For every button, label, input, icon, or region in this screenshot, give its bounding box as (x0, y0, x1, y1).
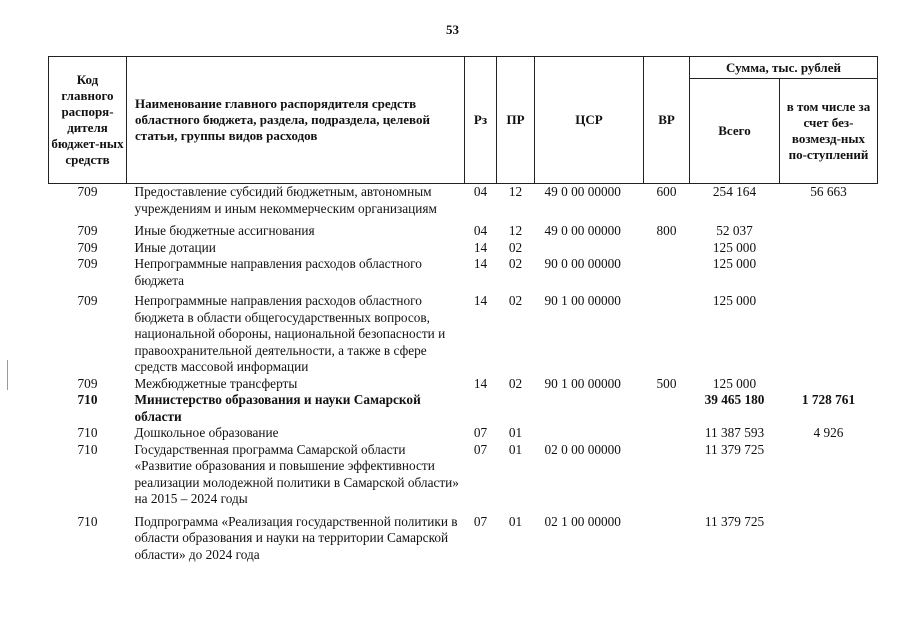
header-sum-group: Сумма, тыс. рублей (690, 57, 878, 79)
row-total: 125 000 (712, 375, 757, 391)
row-csr: 90 0 00 00000 (544, 256, 621, 271)
header-vr: ВР (644, 57, 690, 184)
row-pr: 02 (508, 375, 523, 391)
row-vr: 800 (656, 223, 677, 238)
row-vr: 500 (656, 375, 677, 391)
row-name: Дошкольное образование (134, 425, 279, 440)
row-free (780, 376, 878, 393)
table-row (49, 256, 878, 289)
row-vr (644, 289, 690, 376)
row-total: 39 465 180 (704, 392, 765, 407)
row-total: 254 164 (712, 184, 757, 199)
row-free (780, 217, 878, 240)
row-name: Государственная программа Самарской области «Развитие образования и повышение эффективности реализации молодежной политики в Самарской области» на 2015 – 2024 годы (134, 441, 459, 506)
table-row (49, 184, 878, 218)
row-vr (644, 256, 690, 289)
row-pr: 01 (508, 441, 523, 457)
row-code: 710 (77, 392, 98, 407)
table-row (49, 289, 878, 376)
row-name: Непрограммные направления расходов областного бюджета (134, 256, 422, 288)
row-pr: 01 (508, 425, 523, 440)
row-code: 709 (77, 256, 98, 271)
row-total: 11 387 593 (704, 425, 765, 440)
row-pr: 02 (508, 293, 523, 308)
row-code: 709 (77, 239, 98, 255)
row-code: 710 (77, 513, 98, 529)
row-rz: 04 (473, 184, 488, 199)
table-row (49, 508, 878, 564)
row-free (780, 289, 878, 376)
row-rz (465, 392, 497, 425)
row-csr: 49 0 00 00000 (544, 184, 621, 199)
row-csr: 90 1 00 00000 (544, 375, 621, 391)
row-csr: 02 0 00 00000 (544, 441, 621, 457)
row-pr: 01 (508, 513, 523, 529)
table-row (49, 240, 878, 257)
row-vr (644, 392, 690, 425)
table-row (49, 217, 878, 240)
row-rz: 07 (473, 425, 488, 440)
row-code: 709 (77, 223, 98, 238)
row-pr: 02 (508, 239, 523, 255)
margin-mark (7, 360, 8, 390)
row-rz: 04 (473, 223, 488, 238)
row-total: 125 000 (712, 293, 757, 308)
row-name: Подпрограмма «Реализация государственной политики в области образования и науки на территории Самарской области» до 2024 года (134, 513, 458, 562)
table-header (49, 57, 878, 184)
row-total: 125 000 (712, 256, 757, 271)
header-name: Наименование главного распорядителя средств областного бюджета, раздела, подраздела, целевой статьи, группы видов расходов (127, 57, 465, 184)
header-rz: Рз (465, 57, 497, 184)
row-pr: 02 (508, 256, 523, 271)
row-code: 709 (77, 293, 98, 308)
row-vr (644, 425, 690, 442)
row-free (780, 240, 878, 257)
row-total: 11 379 725 (704, 513, 765, 529)
row-free: 1 728 761 (801, 392, 856, 407)
header-pr: ПР (497, 57, 535, 184)
budget-table (48, 56, 878, 563)
row-total: 52 037 (716, 223, 753, 238)
row-name: Министерство образования и науки Самарской области (134, 392, 421, 424)
row-rz: 14 (473, 239, 488, 255)
row-rz: 07 (473, 513, 488, 529)
table-row (49, 392, 878, 425)
row-rz: 14 (473, 375, 488, 391)
row-code: 709 (77, 375, 98, 391)
row-free: 56 663 (810, 184, 847, 199)
row-free (780, 256, 878, 289)
row-csr (535, 240, 644, 257)
header-free: в том числе за счет без-возмезд-ных по-ступлений (780, 79, 878, 184)
table-body (49, 184, 878, 564)
row-vr (644, 508, 690, 564)
row-rz: 07 (473, 441, 488, 457)
row-pr (497, 392, 535, 425)
row-name: Межбюджетные трансферты (134, 375, 298, 391)
row-name: Предоставление субсидий бюджетным, автономным учреждениям и иным некоммерческим организациям (134, 184, 437, 216)
row-csr: 49 0 00 00000 (544, 223, 621, 238)
row-total: 11 379 725 (704, 441, 765, 457)
row-free (780, 442, 878, 508)
row-pr: 12 (508, 184, 523, 199)
table-row (49, 442, 878, 508)
row-rz: 14 (473, 256, 488, 271)
row-total: 125 000 (712, 239, 757, 255)
row-code: 709 (77, 184, 98, 199)
page-number: 53 (446, 22, 459, 37)
row-free (780, 508, 878, 564)
row-csr (535, 392, 644, 425)
row-vr (644, 442, 690, 508)
row-name: Иные дотации (134, 239, 216, 255)
header-code: Код главного распоря-дителя бюджет-ных средств (49, 57, 127, 184)
row-csr: 02 1 00 00000 (544, 513, 621, 529)
row-vr (644, 240, 690, 257)
row-name: Иные бюджетные ассигнования (134, 223, 315, 238)
row-code: 710 (77, 441, 98, 457)
row-csr: 90 1 00 00000 (544, 293, 621, 308)
row-free: 4 926 (813, 425, 844, 440)
header-csr: ЦСР (535, 57, 644, 184)
row-code: 710 (77, 425, 98, 440)
row-rz: 14 (473, 293, 488, 308)
table-row (49, 376, 878, 393)
row-name: Непрограммные направления расходов областного бюджета в области общегосударственных вопросов, национальной обороны, национальной безопасности и правоохранительной деятельности, а также в сфере средств массовой информации (134, 293, 446, 374)
header-total: Всего (690, 79, 780, 184)
row-csr (535, 425, 644, 442)
row-pr: 12 (508, 223, 523, 238)
table-row (49, 425, 878, 442)
row-vr: 600 (656, 184, 677, 199)
